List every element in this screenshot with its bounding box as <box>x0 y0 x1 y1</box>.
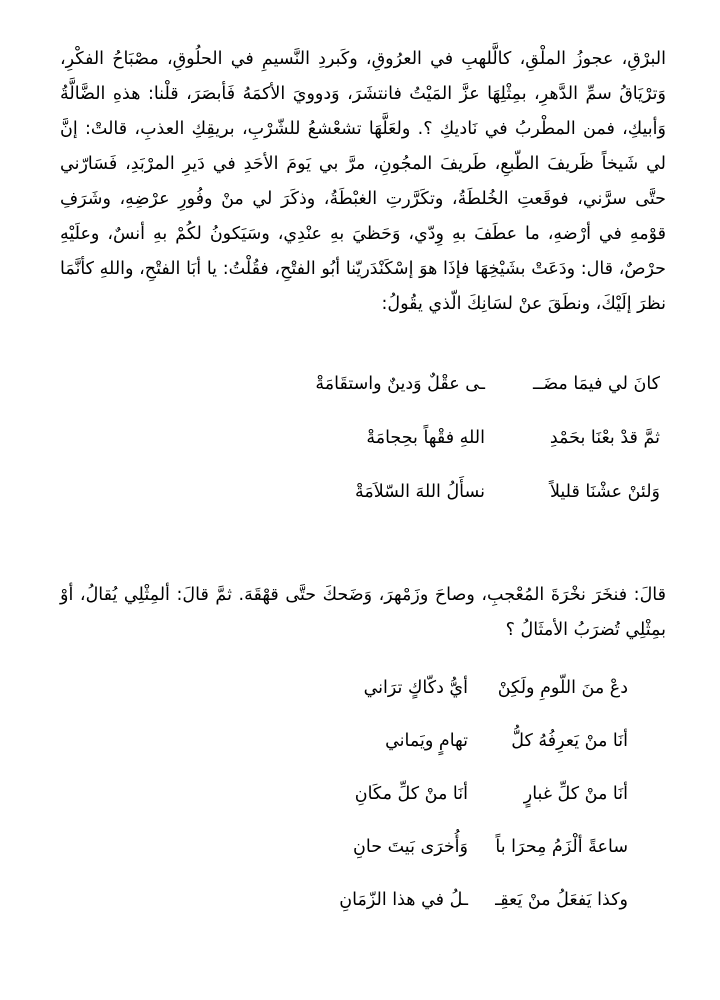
poem-2-verse <box>298 885 628 915</box>
hemistich-second: وَأُخرَى بَيتَ حانِ <box>353 837 468 857</box>
poem-2-verse <box>298 779 628 809</box>
hemistich-second: اللهِ فقْهاً بحِجامَةْ <box>366 428 485 448</box>
hemistich-first: أنَا منْ كلِّ غبارٍ <box>523 784 628 804</box>
hemistich-first: وكذا يَفعَلُ منْ يَعقِـ <box>495 890 628 910</box>
poem-2-verse <box>298 726 628 756</box>
hemistich-first: وَلئنْ عشْنَا قليلاً <box>549 482 660 502</box>
hemistich-second: نسأَلُ اللهَ السّلاَمَةْ <box>354 482 485 502</box>
hemistich-first: كانَ لي فيمَا مضَــ <box>532 374 660 394</box>
hemistich-first: ساعةً ألْزَمُ مِحرَا باً <box>495 837 628 857</box>
hemistich-second: ـلُ في هذا الزّمَانِ <box>339 890 468 910</box>
poem-2-verse <box>298 673 628 703</box>
poem-1-verse <box>315 369 660 399</box>
poem-1-verse <box>340 423 660 453</box>
paragraph-1: البرْقِ، عجوزُ الملْقِ، كالَّلهبِ في العرُوقِ، وكَبردِ النَّسيمِ في الحلُوقِ، مصْبَاحُ الفكْرِ، وَترْيَاقُ سمِّ الدَّهرِ، بمِثْلِهَا عزَّ المَيْتُ فانتشَرَ، وَدوويَ الأكمَهُ فَأبصَرَ، قلْنا: هذهِ الضَّالَّةُ وَأبيكِ، فمن المطْربُ في نَاديكِ ؟. ولعَلَّهَا تشعْشعُ للشّرْبِ، بريقِكِ العذبِ، قالتْ: إنَّ لي شَيخاً ظَريفَ الطّبعِ، طَريفَ المجُونِ، مرَّ بي يَومَ الأحَدِ في دَيرِ المرْبَدِ، فَسَارّني حتَّى سرَّني، فوقَعتِ الخُلطَةُ، وتكَرَّرتِ الغبْطَةُ، وذكَرَ لي منْ وفُورِ عرْضِهِ، وشَرَفِ قوْمهِ في أرْضهِ، ما عطَفَ بهِ وِدّي، وَحَظيَ بهِ عنْدِي، وسَيَكونُ لكُمْ بهِ أنسٌ، وعلَيْهِ حرْصٌ، قال: ودَعَتْ بشَيْخِهَا فإذَا هوَ إسْكَنْدَريّنا أبُو الفتْحِ، فقُلْتُ: يا أبَا الفتْحِ، واللهِ كأنَّمَا نظرَ إلَيْكَ، ونطَقَ عنْ لسَانِكَ الّذي يقُولُ: <box>60 49 666 314</box>
hemistich-first: أنَا منْ يَعرِفُهُ كلُّ <box>511 731 628 751</box>
hemistich-second: أيُّ دكّاكٍ ترَاني <box>363 678 468 698</box>
poem-1-verse <box>340 477 660 507</box>
hemistich-second: تهامٍ ويَماني <box>385 731 468 751</box>
hemistich-first: ثمَّ قدْ بعْنَا بحَمْدِ <box>549 428 660 448</box>
hemistich-second: أنَا منْ كلِّ مكَانِ <box>354 784 468 804</box>
hemistich-second: ـى عقْلٌ وَدينٌ واستقَامَةْ <box>315 374 485 394</box>
hemistich-first: دعْ منَ اللّومِ ولَكِنْ <box>497 678 628 698</box>
poem-2-verse <box>298 832 628 862</box>
paragraph-2: قالَ: فنخَرَ نخْرَةَ المُعْجبِ، وصاحَ وزَمْهرَ، وَضَحكَ حتَّى قهْقَهَ. ثمَّ قالَ: ألمِثْلِي يُقالُ، أوْ بمِثْلِي تُضرَبُ الأمثَالُ ؟ <box>60 585 666 640</box>
